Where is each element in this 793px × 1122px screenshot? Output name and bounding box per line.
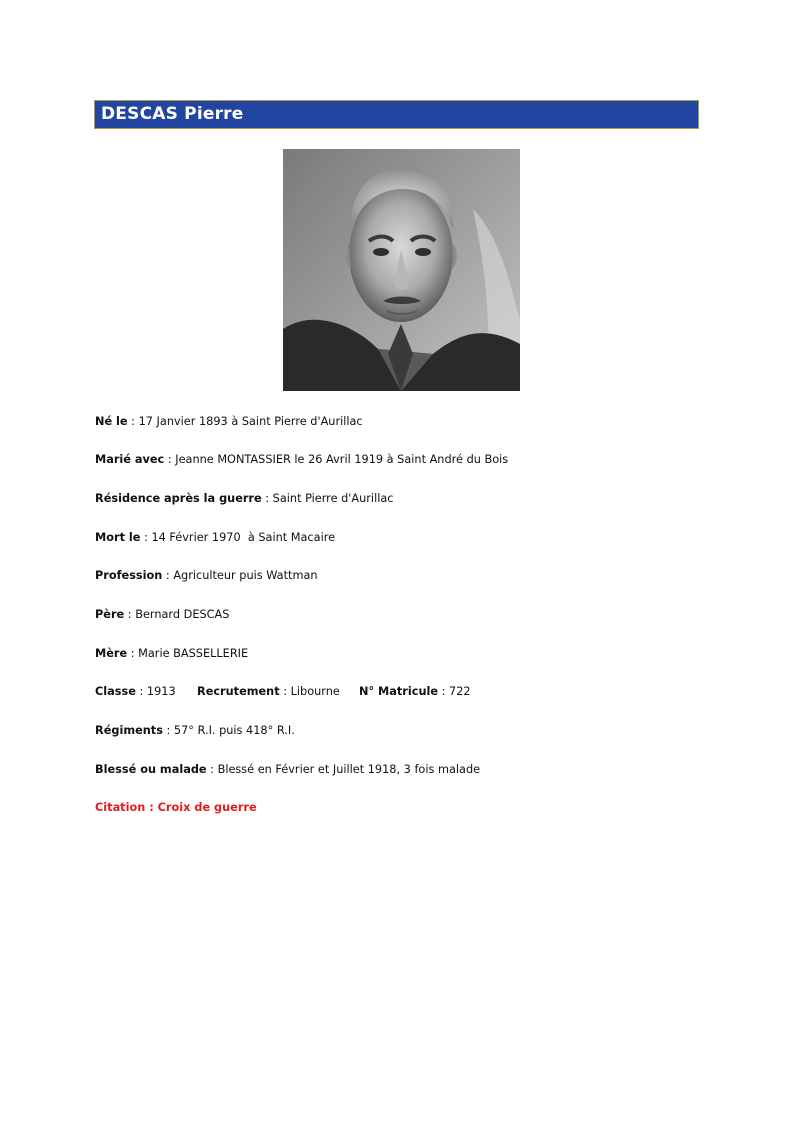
field-married-sep: : [164,453,176,466]
field-mother-label: Mère [95,647,128,660]
field-death-label: Mort le [95,531,141,544]
field-regiments-sep: : [162,724,174,737]
field-profession-sep: : [162,569,174,582]
field-wounded-sep: : [206,763,218,776]
field-recruitment-label: Recrutement [197,685,280,698]
field-matricule [359,685,471,699]
field-married-label: Marié avec [95,453,165,466]
field-wounded-value: Blessé en Février et Juillet 1918, 3 fois malade [217,763,481,776]
field-death [95,531,335,545]
portrait-photo [283,149,520,391]
citation-text: Citation : Croix de guerre [95,801,257,814]
field-death-value: 14 Février 1970 à Saint Macaire [151,531,336,544]
field-wounded-label: Blessé ou malade [95,763,207,776]
field-profession-value: Agriculteur puis Wattman [173,569,318,582]
field-birth-value: 17 Janvier 1893 à Saint Pierre d'Aurillac [138,415,363,428]
field-recruitment-sep: : [279,685,291,698]
field-birth-label: Né le [95,415,128,428]
field-recruitment [197,685,340,699]
field-mother-sep: : [127,647,139,660]
field-father [95,608,229,622]
field-regiments-value: 57° R.I. puis 418° R.I. [173,724,295,737]
field-class-sep: : [135,685,147,698]
page-title-bar [94,100,699,129]
field-residence-value: Saint Pierre d'Aurillac [272,492,394,505]
field-residence [95,492,393,506]
field-married [95,453,508,467]
field-regiments [95,724,295,738]
field-recruitment-value: Libourne [290,685,340,698]
field-class [95,685,176,699]
field-married-value: Jeanne MONTASSIER le 26 Avril 1919 à Saint André du Bois [175,453,509,466]
field-matricule-value: 722 [449,685,471,698]
field-matricule-label: N° Matricule [359,685,439,698]
field-father-sep: : [124,608,136,621]
field-birth [95,415,363,429]
field-wounded [95,763,480,777]
field-class-label: Classe [95,685,136,698]
field-profession-label: Profession [95,569,163,582]
field-matricule-sep: : [438,685,450,698]
field-residence-label: Résidence après la guerre [95,492,262,505]
field-class-value: 1913 [146,685,176,698]
field-father-value: Bernard DESCAS [135,608,230,621]
field-birth-sep: : [127,415,139,428]
field-mother-value: Marie BASSELLERIE [138,647,249,660]
field-father-label: Père [95,608,125,621]
field-mother [95,647,248,661]
field-death-sep: : [140,531,152,544]
field-profession [95,569,318,583]
field-regiments-label: Régiments [95,724,163,737]
field-residence-sep: : [261,492,273,505]
page-title: DESCAS Pierre [101,104,244,124]
